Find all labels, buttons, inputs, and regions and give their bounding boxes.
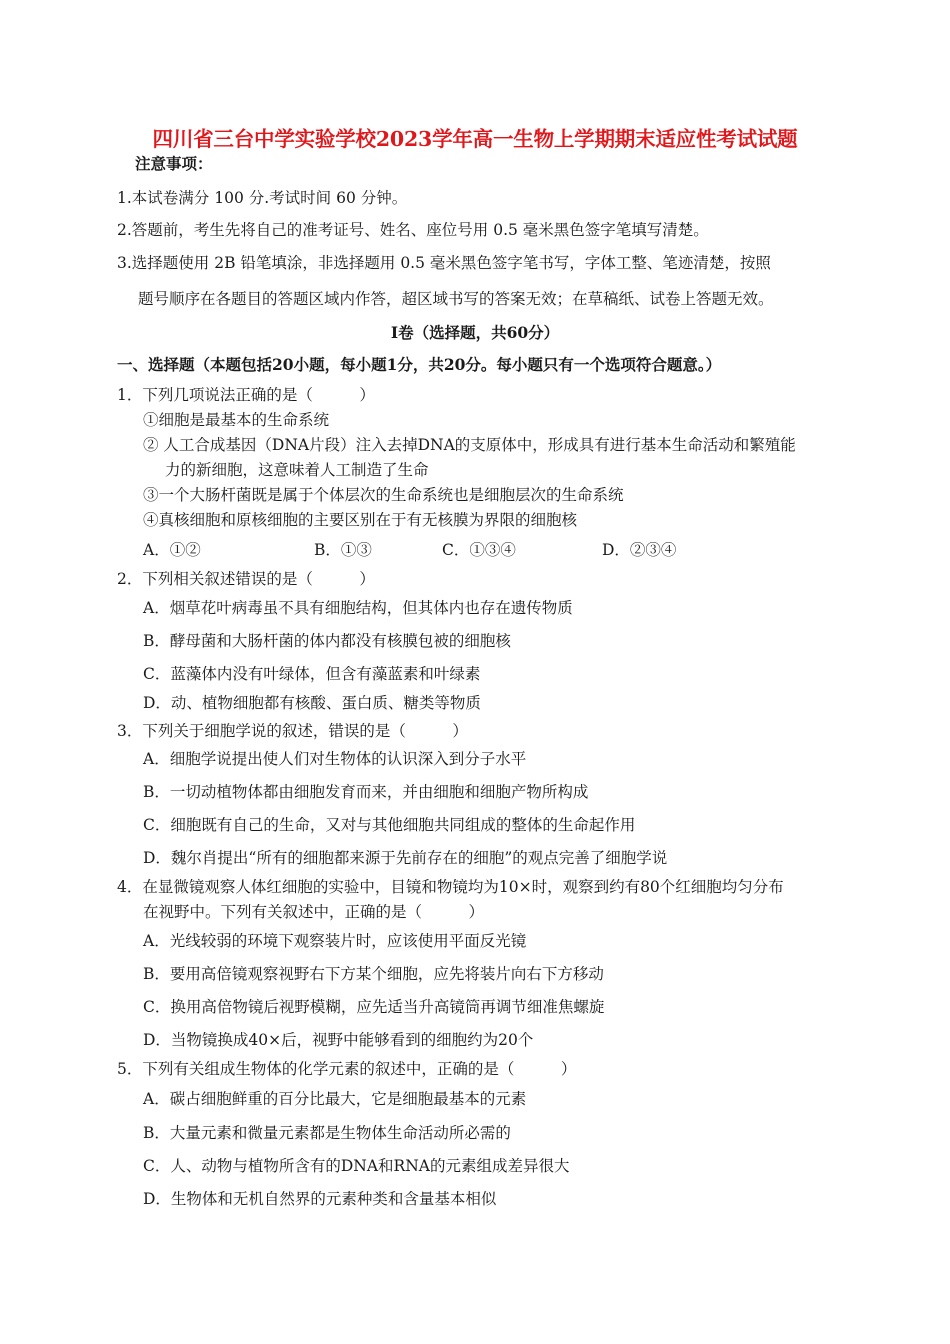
question-5-option-b: B．大量元素和微量元素都是生物体生命活动所必需的	[143, 1124, 511, 1142]
question-1-statement-2-cont: 力的新细胞，这意味着人工制造了生命	[165, 461, 429, 479]
question-1-option-a: A．①②	[143, 541, 201, 559]
question-1-statement-2: ② 人工合成基因（DNA片段）注入去掉DNA的支原体中，形成具有进行基本生命活动和繁殖能	[143, 436, 796, 454]
question-3-stem: 3．下列关于细胞学说的叙述，错误的是（ ）	[117, 722, 468, 740]
notice-heading: 注意事项：	[135, 154, 213, 173]
question-4-option-a: A．光线较弱的环境下观察装片时，应该使用平面反光镜	[143, 932, 527, 950]
question-1-option-d: D．②③④	[602, 541, 677, 559]
section-heading: 一、选择题（本题包括20小题，每小题1分，共20分。每小题只有一个选项符合题意。）	[117, 355, 722, 374]
question-1-statement-1: ①细胞是最基本的生命系统	[143, 411, 330, 429]
question-1-statement-3: ③一个大肠杆菌既是属于个体层次的生命系统也是细胞层次的生命系统	[143, 486, 624, 504]
question-5-option-d: D．生物体和无机自然界的元素种类和含量基本相似	[143, 1190, 497, 1208]
question-4-option-b: B．要用高倍镜观察视野右下方某个细胞，应先将装片向右下方移动	[143, 965, 604, 983]
question-2-option-b: B．酵母菌和大肠杆菌的体内都没有核膜包被的细胞核	[143, 632, 511, 650]
question-1-option-c: C．①③④	[442, 541, 516, 559]
notice-item-1: 1.本试卷满分 100 分.考试时间 60 分钟。	[117, 189, 408, 207]
question-1-stem: 1．下列几项说法正确的是（ ）	[117, 386, 375, 404]
exam-title: 四川省三台中学实验学校2023学年高一生物上学期期末适应性考试试题	[152, 127, 798, 151]
question-1-statement-4: ④真核细胞和原核细胞的主要区别在于有无核膜为界限的细胞核	[143, 511, 578, 529]
question-2-option-d: D．动、植物细胞都有核酸、蛋白质、糖类等物质	[143, 694, 481, 712]
question-4-stem: 4．在显微镜观察人体红细胞的实验中，目镜和物镜均为10×时，观察到约有80个红细胞均匀分布	[117, 878, 784, 896]
question-2-stem: 2．下列相关叙述错误的是（ ）	[117, 570, 375, 588]
question-5-option-c: C．人、动物与植物所含有的DNA和RNA的元素组成差异很大	[143, 1157, 570, 1175]
question-2-option-a: A．烟草花叶病毒虽不具有细胞结构，但其体内也存在遗传物质	[143, 599, 573, 617]
question-4-stem-cont: 在视野中。下列有关叙述中，正确的是（ ）	[143, 903, 485, 921]
question-3-option-c: C．细胞既有自己的生命，又对与其他细胞共同组成的整体的生命起作用	[143, 816, 636, 834]
notice-item-2: 2.答题前，考生先将自己的准考证号、姓名、座位号用 0.5 毫米黑色签字笔填写清楚。	[117, 221, 709, 239]
question-3-option-d: D．魏尔肖提出“所有的细胞都来源于先前存在的细胞”的观点完善了细胞学说	[143, 849, 668, 867]
question-3-option-b: B．一切动植物体都由细胞发育而来，并由细胞和细胞产物所构成	[143, 783, 589, 801]
question-5-stem: 5．下列有关组成生物体的化学元素的叙述中，正确的是（ ）	[117, 1060, 577, 1078]
question-1-option-b: B．①③	[314, 541, 372, 559]
question-4-option-d: D．当物镜换成40×后，视野中能够看到的细胞约为20个	[143, 1031, 534, 1049]
volume-heading: Ⅰ卷（选择题，共60分）	[390, 323, 560, 342]
question-3-option-a: A．细胞学说提出使人们对生物体的认识深入到分子水平	[143, 750, 527, 768]
question-4-option-c: C．换用高倍物镜后视野模糊，应先适当升高镜筒再调节细准焦螺旋	[143, 998, 605, 1016]
notice-item-3: 3.选择题使用 2B 铅笔填涂，非选择题用 0.5 毫米黑色签字笔书写，字体工整、笔迹清楚，按照	[117, 254, 771, 272]
question-2-option-c: C．蓝藻体内没有叶绿体，但含有藻蓝素和叶绿素	[143, 665, 481, 683]
question-5-option-a: A．碳占细胞鲜重的百分比最大，它是细胞最基本的元素	[143, 1090, 527, 1108]
notice-item-3-cont: 题号顺序在各题目的答题区域内作答，超区域书写的答案无效；在草稿纸、试卷上答题无效。	[138, 290, 774, 308]
